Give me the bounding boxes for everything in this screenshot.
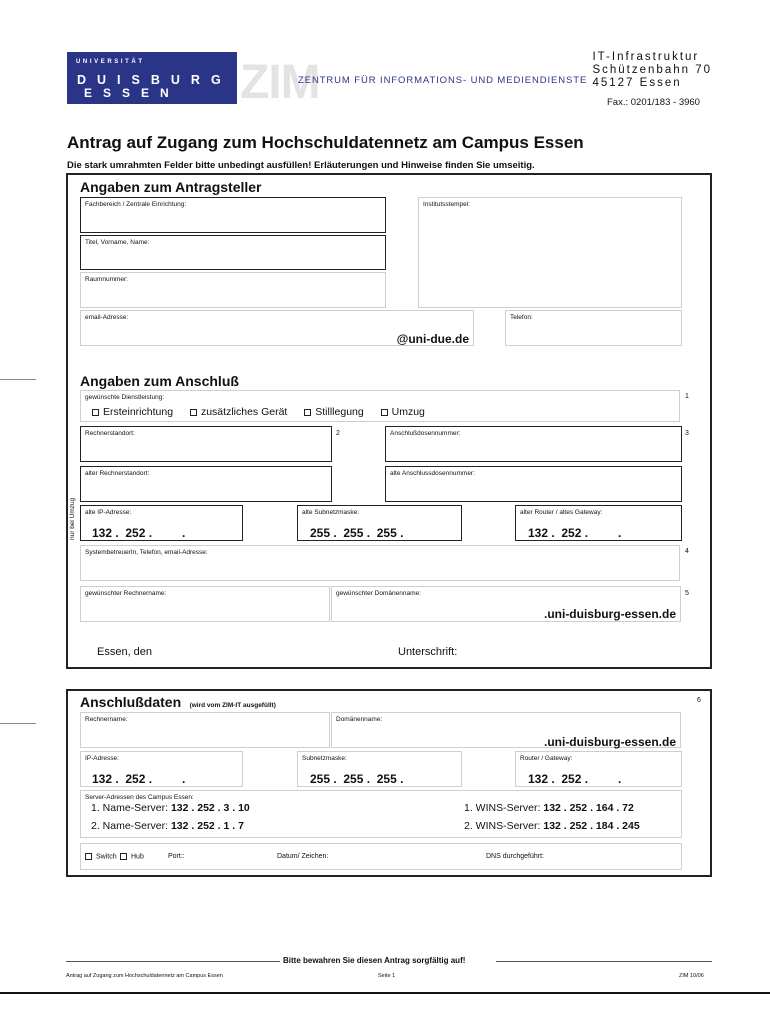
fachbereich-field[interactable]: [80, 197, 386, 233]
fax-number: Fax.: 0201/183 - 3960: [607, 97, 700, 108]
alter-rechnerstandort-field[interactable]: [80, 466, 332, 502]
option-label: Ersteinrichtung: [103, 406, 174, 418]
field-label: Telefon:: [510, 314, 533, 321]
section-heading-anschluss: Angaben zum Anschluß: [80, 373, 239, 389]
logo-city-essen: ESSEN: [84, 86, 180, 100]
field-label: Subnetzmaske:: [302, 755, 347, 762]
ns-label: 2. Name-Server:: [91, 820, 169, 832]
dienstleistung-field: [80, 390, 680, 422]
ns-value: 132 . 252 . 1 . 7: [170, 820, 244, 832]
note-number: 5: [685, 590, 689, 597]
telefon-field[interactable]: [505, 310, 682, 346]
alte-subnet-value: 255 . 255 . 255 .: [310, 526, 404, 540]
footer-right: ZIM 10/06: [679, 973, 704, 979]
field-label: Titel, Vorname, Name:: [85, 239, 150, 246]
footer-rule: [66, 961, 280, 962]
field-label: Raumnummer:: [85, 276, 128, 283]
option-label: zusätzliches Gerät: [200, 406, 288, 418]
checkbox[interactable]: [304, 409, 311, 416]
field-label: gewünschter Rechnername:: [85, 590, 167, 597]
ort-datum-label: Essen, den: [97, 646, 153, 658]
ip-value: 132 . 252 . .: [92, 772, 186, 786]
field-label: gewünschter Domänenname:: [336, 590, 421, 597]
heading-text: Anschlußdaten: [80, 694, 182, 710]
option-umzug[interactable]: [381, 406, 425, 418]
alte-subnetzmaske-field[interactable]: [297, 505, 462, 541]
router-output: [515, 751, 682, 787]
wins-value: 132 . 252 . 164 . 72: [543, 802, 634, 814]
ns-label: 1. Name-Server:: [91, 802, 169, 814]
rechnername-output: [80, 712, 330, 748]
nameserver-1: [91, 802, 250, 814]
note-number: 4: [685, 548, 689, 555]
checkbox[interactable]: [381, 409, 388, 416]
domaenenname-field[interactable]: [331, 586, 681, 622]
field-label: SystembetreuerIn, Telefon, email-Adresse:: [85, 549, 208, 556]
note-number: 6: [697, 697, 701, 704]
wins-label: 1. WINS-Server:: [464, 802, 541, 814]
note-number: 1: [685, 393, 689, 400]
field-label: email-Adresse:: [85, 314, 129, 321]
option-label: Stilllegung: [315, 406, 364, 418]
field-label: Anschlußdosennummer:: [390, 430, 461, 437]
address-line: Schützenbahn 70: [592, 64, 712, 76]
field-label: alter Router / altes Gateway:: [520, 509, 603, 516]
datum-label: Datum/ Zeichen:: [277, 853, 329, 860]
field-label: Router / Gateway:: [520, 755, 573, 762]
subnet-output: [297, 751, 462, 787]
field-label: Rechnerstandort:: [85, 430, 135, 437]
alte-anschlussdose-field[interactable]: [385, 466, 682, 502]
checkbox[interactable]: [92, 409, 99, 416]
page-bottom-rule: [0, 992, 770, 994]
raumnummer-field[interactable]: [80, 272, 386, 308]
note-number: 2: [336, 430, 340, 437]
zim-name: ZENTRUM FÜR INFORMATIONS- UND MEDIENDIENSTE: [298, 75, 588, 86]
zim-watermark: ZIM: [240, 56, 320, 109]
dienstleistung-options: [92, 406, 439, 418]
rechnername-field[interactable]: [80, 586, 330, 622]
field-label: IP-Adresse:: [85, 755, 119, 762]
titel-name-field[interactable]: [80, 235, 386, 270]
alte-ip-field[interactable]: [80, 505, 243, 541]
subnet-value: 255 . 255 . 255 .: [310, 772, 404, 786]
field-label: Rechnername:: [85, 716, 128, 723]
anschlussdosennummer-field[interactable]: [385, 426, 682, 462]
wins-value: 132 . 252 . 184 . 245: [543, 820, 640, 832]
ns-value: 132 . 252 . 3 . 10: [170, 802, 250, 814]
ip-output: [80, 751, 243, 787]
address-line: IT-Infrastruktur: [592, 51, 700, 63]
option-stilllegung[interactable]: [304, 406, 363, 418]
field-label: Institutsstempel:: [423, 201, 470, 208]
domain-value: .uni-duisburg-essen.de: [543, 735, 676, 749]
footer-note: Bitte bewahren Sie diesen Antrag sorgfältig auf!: [283, 956, 466, 965]
option-zusaetzliches-geraet[interactable]: [190, 406, 287, 418]
dns-label: DNS durchgeführt:: [486, 853, 544, 860]
margin-tick: [0, 723, 36, 724]
router-value: 132 . 252 . .: [528, 772, 622, 786]
checkbox[interactable]: [120, 853, 127, 860]
field-label: alte Subnetzmaske:: [302, 509, 360, 516]
margin-tick: [0, 379, 36, 380]
institutsstempel-field[interactable]: [418, 197, 682, 308]
rechnerstandort-field[interactable]: [80, 426, 332, 462]
server-adressen-box: [80, 790, 682, 838]
field-label: alte IP-Adresse:: [85, 509, 132, 516]
option-label: Switch: [96, 853, 117, 861]
option-ersteinrichtung[interactable]: [92, 406, 173, 418]
winsserver-1: [464, 802, 634, 814]
alter-router-field[interactable]: [515, 505, 682, 541]
field-label: alter Rechnerstandort:: [85, 470, 150, 477]
domaenenname-output: [331, 712, 681, 748]
domain-value: .uni-duisburg-essen.de: [543, 607, 676, 621]
footer-left: Antrag auf Zugang zum Hochschuldatennetz am Campus Essen: [66, 973, 223, 979]
option-label: Umzug: [391, 406, 425, 418]
alter-router-value: 132 . 252 . .: [528, 526, 622, 540]
side-label-umzug: nur bei Umzug: [69, 497, 76, 540]
checkbox[interactable]: [85, 853, 92, 860]
option-label: Hub: [131, 853, 144, 861]
checkbox[interactable]: [190, 409, 197, 416]
heading-note: (wird vom ZIM-IT ausgefüllt): [189, 702, 276, 709]
address-block: [592, 51, 712, 90]
page-subtitle: Die stark umrahmten Felder bitte unbedingt ausfüllen! Erläuterungen und Hinweise finden Sie umseitig.: [67, 160, 535, 171]
field-label: Domänenname:: [336, 716, 383, 723]
switch-option[interactable]: [85, 853, 117, 860]
field-label: Fachbereich / Zentrale Einrichtung:: [85, 201, 187, 208]
wins-label: 2. WINS-Server:: [464, 820, 541, 832]
logo-city-duisburg: DUISBURG: [77, 73, 232, 87]
field-label: Server-Adressen des Campus Essen:: [85, 794, 194, 801]
hub-option[interactable]: [120, 853, 144, 860]
port-label: Port::: [168, 853, 185, 860]
section-heading-antragsteller: Angaben zum Antragsteller: [80, 179, 262, 195]
page-title: Antrag auf Zugang zum Hochschuldatennetz am Campus Essen: [67, 133, 584, 152]
note-number: 3: [685, 430, 689, 437]
nameserver-2: [91, 820, 244, 832]
university-logo: [67, 52, 237, 104]
footer-page: Seite 1: [378, 973, 396, 979]
email-domain: @uni-due.de: [396, 332, 469, 346]
address-line: 45127 Essen: [592, 77, 682, 89]
section-heading-anschlussdaten: [80, 694, 276, 712]
unterschrift-label: Unterschrift:: [398, 646, 458, 658]
field-label: alte Anschlussdosennummer:: [390, 470, 475, 477]
field-label: gewünschte Dienstleistung:: [85, 394, 165, 401]
alte-ip-value: 132 . 252 . .: [92, 526, 186, 540]
logo-univ-text: UNIVERSITÄT: [76, 59, 145, 65]
winsserver-2: [464, 820, 640, 832]
systembetreuer-field[interactable]: [80, 545, 680, 581]
zim-status-box: [80, 843, 682, 870]
footer-rule: [496, 961, 712, 962]
email-field[interactable]: [80, 310, 474, 346]
